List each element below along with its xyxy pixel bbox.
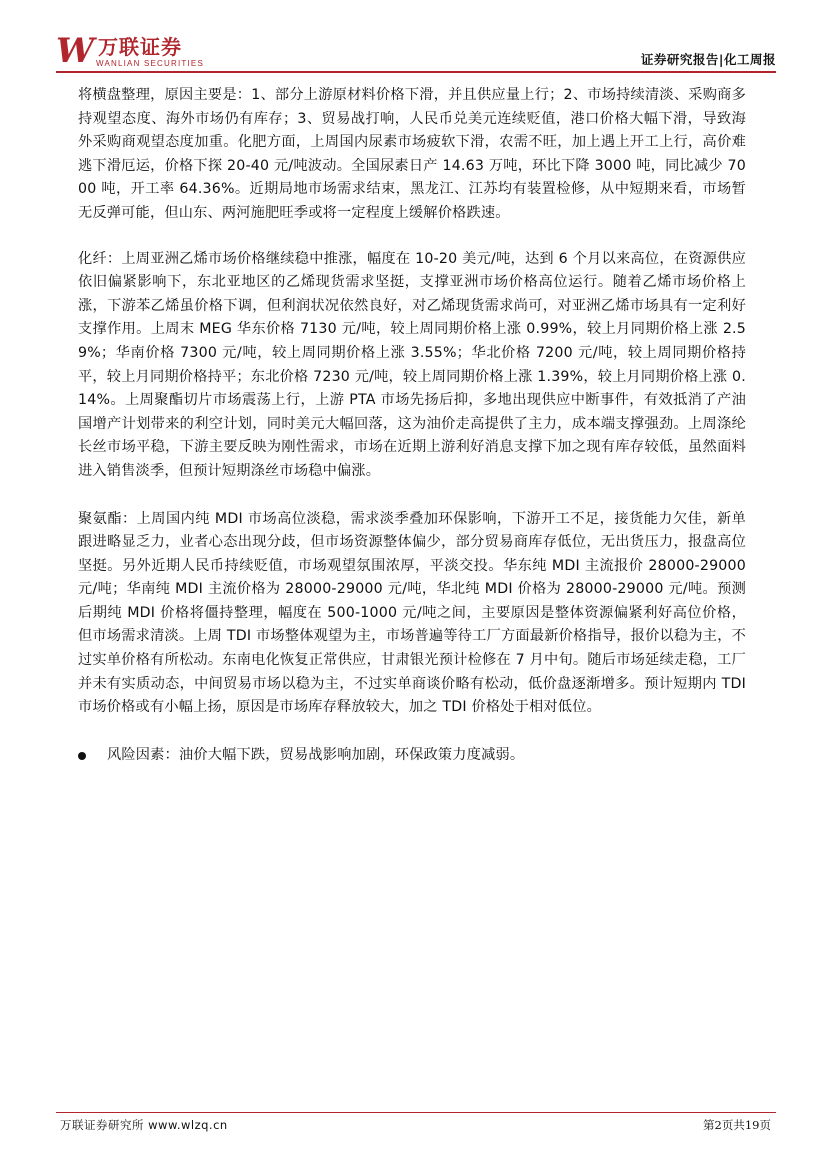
footer-divider	[56, 1112, 776, 1113]
risk-factors-bullet	[78, 744, 746, 768]
report-type-tag: 证券研究报告|化工周报	[640, 52, 776, 67]
page-header	[56, 31, 776, 74]
paragraph-fertilizer: 将横盘整理，原因主要是：1、部分上游原材料价格下滑，并且供应量上行；2、市场持续清淡、采购商多持观望态度、海外市场仍有库存；3、贸易战打响，人民币兑美元连续贬值，港口价格大幅下滑，导致海外采购商观望态度加重。化肥方面，上周国内尿素市场疲软下滑，农需不旺，加上遇上开工上行，高价难逃下滑厄运，价格下探 20-40 元/吨波动。全国尿素日产 14.63 万吨，环比下降 3000 吨，同比减少 7000 吨，开工率 64.36%。近期局地市场需求结束，黑龙江、江苏均有装置检修，从中短期来看，市场暂无反弹可能，但山东、两河施肥旺季或将一定程度上缓解价格跌速。	[78, 87, 746, 221]
header-divider	[56, 71, 776, 73]
logo-mark: W	[56, 31, 93, 71]
page-number: 第2页共19页	[703, 1118, 771, 1132]
risk-factors-text: 风险因素：油价大幅下跌，贸易战影响加剧，环保政策力度减弱。	[107, 746, 525, 763]
logo-english-name: WANLIAN SECURITIES	[96, 59, 204, 68]
logo-chinese-name: 万联证券	[98, 35, 182, 59]
paragraph-chemical-fiber: 化纤：上周亚洲乙烯市场价格继续稳中推涨，幅度在 10-20 美元/吨，达到 6 个月以来高位，在资源供应依旧偏紧影响下，东北亚地区的乙烯现货需求坚挺，支撑亚洲市场价格高位运行。随着乙烯市场价格上涨，下游苯乙烯虽价格下调，但利润状况依然良好，对乙烯现货需求尚可，对亚洲乙烯市场具有一定利好支撑作用。上周末 MEG 华东价格 7130 元/吨，较上周同期价格上涨 0.99%，较上月同期价格上涨 2.59%；华南价格 7300 元/吨，较上周同期价格上涨 3.55%；华北价格 7200 元/吨，较上周同期价格持平，较上月同期价格持平；东北价格 7230 元/吨，较上周同期价格上涨 1.39%，较上月同期价格上涨 0.14%。上周聚酯切片市场震荡上行，上游 PTA 市场先扬后抑，多地出现供应中断事件，有效抵消了产油国增产计划带来的利空计划，同时美元大幅回落，这为油价走高提供了主力，成本端支撑强劲。上周涤纶长丝市场平稳，下游主要反映为刚性需求，市场在近期上游利好消息支撑下加之现有库存较低，虽然面料进入销售淡季，但预计短期涤丝市场稳中偏涨。	[78, 250, 746, 479]
company-logo	[56, 31, 256, 71]
footer-source: 万联证券研究所 www.wlzq.cn	[60, 1118, 228, 1132]
report-body	[78, 84, 746, 767]
paragraph-polyurethane: 聚氨酯：上周国内纯 MDI 市场高位淡稳，需求淡季叠加环保影响，下游开工不足，接货能力欠佳，新单跟进略显乏力，业者心态出现分歧，但市场资源整体偏少，部分贸易商库存低位，无出货压力，报盘高位坚挺。另外近期人民币持续贬值，市场观望氛围浓厚，平淡交投。华东纯 MDI 主流报价 28000-29000 元/吨；华南纯 MDI 主流价格为 28000-29000 元/吨，华北纯 MDI 价格为 28000-29000 元/吨。预测后期纯 MDI 价格将僵持整理，幅度在 500-1000 元/吨之间，主要原因是整体资源偏紧利好高位价格，但市场需求清淡。上周 TDI 市场整体观望为主，市场普遍等待工厂方面最新价格指导，报价以稳为主，不过实单价格有所松动。东南电化恢复正常供应，甘肃银光预计检修在 7 月中旬。随后市场延续走稳，工厂并未有实质动态，中间贸易市场以稳为主，不过实单商谈价略有松动，低价盘逐渐增多。预计短期内 TDI 市场价格或有小幅上扬，原因是市场库存释放较大，加之 TDI 价格处于相对低位。	[78, 510, 746, 716]
bullet-dot-icon	[78, 752, 86, 760]
